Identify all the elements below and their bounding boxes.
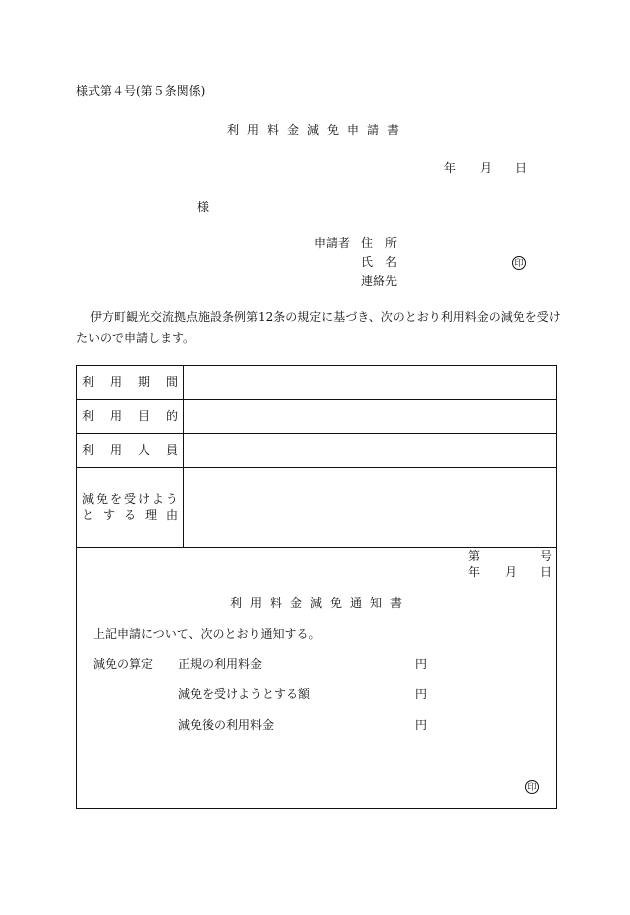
date-month: 月 — [480, 161, 493, 175]
label-usage-persons: 利 用 人 員 — [82, 443, 178, 457]
notice-date-day: 日 — [540, 565, 553, 579]
contact-label: 連絡先 — [361, 274, 398, 288]
date-day: 日 — [515, 161, 528, 175]
notice-date-year: 年 — [468, 565, 481, 579]
row-divider — [76, 399, 557, 400]
section-divider — [76, 547, 557, 548]
date-year: 年 — [444, 161, 457, 175]
applicant-label: 申請者 — [314, 236, 351, 250]
body-line-1: 伊方町観光交流拠点施設条例第12条の規定に基づき、次のとおり利用料金の減免を受け — [90, 310, 561, 324]
item-regular-fee: 正規の利用料金 — [178, 657, 263, 671]
item-reduced-fee: 減免後の利用料金 — [178, 718, 275, 732]
item-reduction-amount: 減免を受けようとする額 — [178, 687, 311, 701]
notice-number-suffix: 号 — [540, 549, 553, 563]
item-reduced-fee-unit: 円 — [415, 718, 428, 732]
label-usage-period: 利 用 期 間 — [82, 375, 178, 389]
name-label: 氏 名 — [361, 255, 398, 269]
addressee-honorific: 様 — [197, 200, 210, 214]
address-label: 住 所 — [361, 236, 398, 250]
row-divider — [76, 467, 557, 468]
application-title: 利用料金減免申請書 — [227, 123, 408, 137]
row-divider — [76, 433, 557, 434]
seal-icon: 印 — [525, 780, 539, 794]
notice-date-month: 月 — [505, 565, 518, 579]
body-line-2: たいので申請します。 — [76, 331, 196, 345]
notice-seal — [525, 779, 539, 794]
notice-number-prefix: 第 — [468, 549, 481, 563]
seal-icon: 印 — [512, 256, 526, 270]
label-reason-line-1: 減 免 を 受 け よ う — [82, 492, 178, 506]
notice-title: 利用料金減免通知書 — [230, 596, 411, 610]
column-divider — [183, 365, 184, 547]
label-text: 利 — [82, 375, 95, 389]
label-usage-purpose: 利 用 目 的 — [82, 409, 178, 423]
item-reduction-amount-unit: 円 — [415, 687, 428, 701]
form-number: 様式第４号(第５条関係) — [76, 84, 206, 98]
item-regular-fee-unit: 円 — [415, 657, 428, 671]
calc-label: 減免の算定 — [93, 657, 154, 671]
form-table — [76, 365, 557, 809]
label-reason-line-2: と す る 理 由 — [82, 508, 178, 522]
notice-intro: 上記申請について、次のとおり通知する。 — [93, 627, 321, 641]
applicant-seal — [512, 255, 526, 270]
